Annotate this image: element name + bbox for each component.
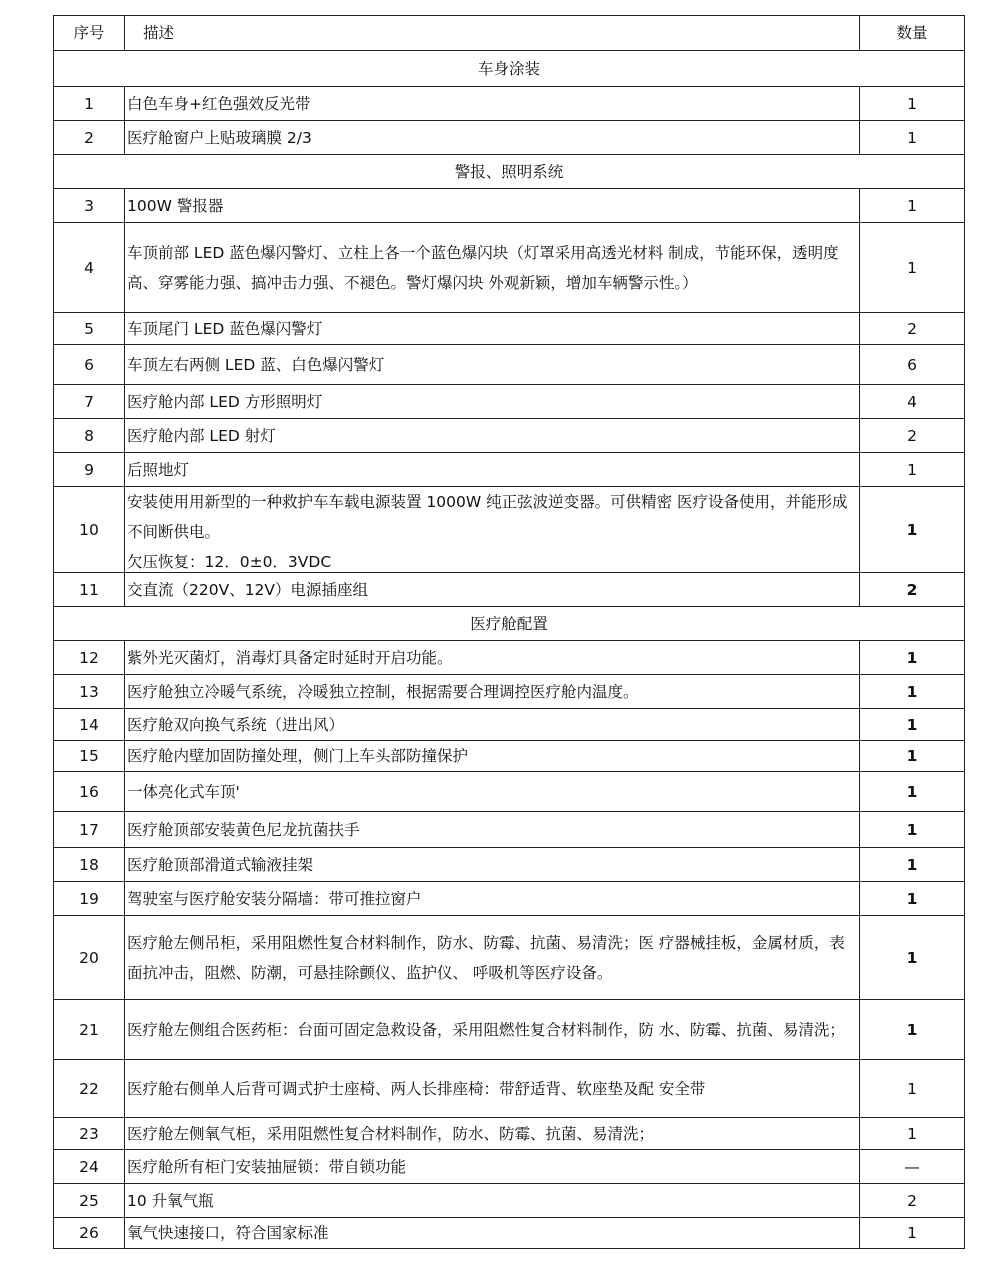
row-number: 13 — [54, 675, 125, 709]
description-text: 医疗舱所有柜门安装抽屉锁：带自锁功能 — [127, 1157, 407, 1176]
row-quantity: 1 — [860, 812, 965, 848]
table-row — [54, 345, 965, 385]
row-description — [125, 1118, 860, 1150]
row-quantity: 1 — [860, 223, 965, 313]
row-number: 6 — [54, 345, 125, 385]
row-description — [125, 189, 860, 223]
description-text: 医疗舱独立冷暖气系统，冷暖独立控制，根据需要合理调控医疗舱内温度。 — [127, 682, 639, 701]
row-number: 4 — [54, 223, 125, 313]
description-text: 车顶尾门 LED 蓝色爆闪警灯 — [127, 319, 323, 338]
row-number: 3 — [54, 189, 125, 223]
row-quantity: 1 — [860, 675, 965, 709]
row-number: 14 — [54, 709, 125, 741]
table-row — [54, 741, 965, 772]
row-description — [125, 1150, 860, 1184]
row-quantity: — — [860, 1150, 965, 1184]
table-row — [54, 223, 965, 313]
table-row — [54, 487, 965, 573]
section-title: 车身涂装 — [54, 51, 965, 87]
row-number: 20 — [54, 916, 125, 1000]
row-quantity: 1 — [860, 87, 965, 121]
header-no: 序号 — [54, 16, 125, 51]
table-row — [54, 675, 965, 709]
row-description — [125, 345, 860, 385]
row-description — [125, 419, 860, 453]
table-row — [54, 916, 965, 1000]
table-row — [54, 641, 965, 675]
row-description — [125, 573, 860, 607]
row-quantity: 2 — [860, 419, 965, 453]
header-qty: 数量 — [860, 16, 965, 51]
description-text: 后照地灯 — [127, 460, 190, 479]
row-description — [125, 709, 860, 741]
table-row — [54, 1118, 965, 1150]
description-extra: 欠压恢复：12．0±0．3VDC — [127, 553, 332, 571]
description-text: 医疗舱窗户上贴玻璃膜 2/3 — [127, 128, 312, 147]
row-quantity: 1 — [860, 1118, 965, 1150]
description-text: 氧气快速接口，符合国家标准 — [127, 1224, 329, 1242]
row-number: 22 — [54, 1060, 125, 1118]
description-text: 一体亮化式车顶' — [127, 782, 240, 801]
row-quantity: 1 — [860, 453, 965, 487]
row-description — [125, 313, 860, 345]
table-row — [54, 772, 965, 812]
row-quantity: 2 — [860, 573, 965, 607]
table-row — [54, 313, 965, 345]
description-text: 驾驶室与医疗舱安装分隔墙：带可推拉窗户 — [127, 889, 422, 908]
row-quantity: 1 — [860, 882, 965, 916]
row-number: 16 — [54, 772, 125, 812]
table-row — [54, 121, 965, 155]
row-number: 10 — [54, 487, 125, 573]
table-row — [54, 709, 965, 741]
row-number: 7 — [54, 385, 125, 419]
row-number: 24 — [54, 1150, 125, 1184]
row-quantity: 2 — [860, 1184, 965, 1218]
description-text: 医疗舱顶部滑道式输液挂架 — [127, 855, 314, 874]
description-text: 紫外光灭菌灯，消毒灯具备定时延时开启功能。 — [127, 648, 453, 667]
row-description — [125, 453, 860, 487]
description-text: 医疗舱左侧吊柜，采用阻燃性复合材料制作，防水、防霉、抗菌、易清洗；医 疗器械挂板，金属材质，表面抗冲击，阻燃、防潮，可悬挂除颤仪、监护仪、 呼吸机等医疗设备。 — [127, 933, 845, 982]
row-number: 12 — [54, 641, 125, 675]
description-text: 医疗舱左侧组合医药柜：台面可固定急救设备，采用阻燃性复合材料制作，防 水、防霉、抗菌、易清洗； — [127, 1020, 845, 1039]
row-number: 5 — [54, 313, 125, 345]
description-text: 医疗舱左侧氧气柜，采用阻燃性复合材料制作，防水、防霉、抗菌、易清洗； — [127, 1124, 655, 1143]
table-row — [54, 1060, 965, 1118]
row-quantity: 1 — [860, 1060, 965, 1118]
row-quantity: 1 — [860, 487, 965, 573]
equipment-table — [53, 15, 965, 1249]
row-description — [125, 121, 860, 155]
row-description — [125, 916, 860, 1000]
row-number: 9 — [54, 453, 125, 487]
row-description — [125, 812, 860, 848]
header-desc: 描述 — [125, 16, 860, 51]
row-description — [125, 385, 860, 419]
table-row — [54, 453, 965, 487]
row-number: 26 — [54, 1218, 125, 1249]
row-quantity: 6 — [860, 345, 965, 385]
row-description — [125, 87, 860, 121]
row-description — [125, 772, 860, 812]
row-description — [125, 1060, 860, 1118]
row-quantity: 4 — [860, 385, 965, 419]
description-text: 10 升氧气瓶 — [127, 1191, 214, 1210]
row-quantity: 1 — [860, 916, 965, 1000]
table-row — [54, 812, 965, 848]
table-row — [54, 573, 965, 607]
description-text: 100W 警报器 — [127, 196, 224, 215]
row-quantity: 2 — [860, 313, 965, 345]
section-row — [54, 607, 965, 641]
row-quantity: 1 — [860, 741, 965, 772]
row-description — [125, 641, 860, 675]
table-row — [54, 1218, 965, 1249]
table-row — [54, 882, 965, 916]
row-number: 25 — [54, 1184, 125, 1218]
table-row — [54, 189, 965, 223]
row-number: 11 — [54, 573, 125, 607]
row-quantity: 1 — [860, 848, 965, 882]
row-number: 19 — [54, 882, 125, 916]
row-number: 15 — [54, 741, 125, 772]
row-description — [125, 848, 860, 882]
row-quantity: 1 — [860, 772, 965, 812]
table-row — [54, 87, 965, 121]
description-text: 车顶前部 LED 蓝色爆闪警灯、立柱上各一个蓝色爆闪块（灯罩采用高透光材料 制成，节能环保，透明度高、穿雾能力强、搞冲击力强、不褪色。警灯爆闪块 外观新颖，增加车辆警示性。） — [127, 243, 839, 292]
row-quantity: 1 — [860, 1000, 965, 1060]
table-row — [54, 1150, 965, 1184]
description-text: 医疗舱双向换气系统（进出风） — [127, 715, 345, 734]
section-title: 警报、照明系统 — [54, 155, 965, 189]
row-number: 23 — [54, 1118, 125, 1150]
row-quantity: 1 — [860, 709, 965, 741]
section-row — [54, 155, 965, 189]
row-number: 8 — [54, 419, 125, 453]
row-number: 21 — [54, 1000, 125, 1060]
row-description — [125, 487, 860, 573]
row-number: 17 — [54, 812, 125, 848]
row-number: 1 — [54, 87, 125, 121]
table-row — [54, 419, 965, 453]
row-description — [125, 1184, 860, 1218]
table-row — [54, 1000, 965, 1060]
row-quantity: 1 — [860, 641, 965, 675]
table-row — [54, 1184, 965, 1218]
description-text: 医疗舱内部 LED 方形照明灯 — [127, 392, 323, 411]
row-number: 2 — [54, 121, 125, 155]
row-description — [125, 223, 860, 313]
description-text: 白色车身+红色强效反光带 — [127, 94, 311, 113]
row-description — [125, 1218, 860, 1249]
row-description — [125, 882, 860, 916]
description-text: 医疗舱内部 LED 射灯 — [127, 426, 276, 445]
table-row — [54, 848, 965, 882]
row-description — [125, 675, 860, 709]
section-row — [54, 51, 965, 87]
section-title: 医疗舱配置 — [54, 607, 965, 641]
description-text: 安装使用用新型的一种救护车车载电源装置 1000W 纯正弦波逆变器。可供精密 医疗设备使用，并能形成不间断供电。 — [127, 493, 848, 541]
row-quantity: 1 — [860, 121, 965, 155]
row-number: 18 — [54, 848, 125, 882]
row-quantity: 1 — [860, 189, 965, 223]
row-description — [125, 741, 860, 772]
table-row — [54, 385, 965, 419]
description-text: 车顶左右两侧 LED 蓝、白色爆闪警灯 — [127, 355, 385, 374]
row-quantity: 1 — [860, 1218, 965, 1249]
description-text: 交直流（220V、12V）电源插座组 — [127, 580, 369, 599]
description-text: 医疗舱顶部安装黄色尼龙抗菌扶手 — [127, 820, 360, 839]
description-text: 医疗舱右侧单人后背可调式护士座椅、两人长排座椅：带舒适背、软座垫及配 安全带 — [127, 1079, 706, 1098]
row-description — [125, 1000, 860, 1060]
description-text: 医疗舱内壁加固防撞处理，侧门上车头部防撞保护 — [127, 747, 469, 765]
header-row — [54, 16, 965, 51]
